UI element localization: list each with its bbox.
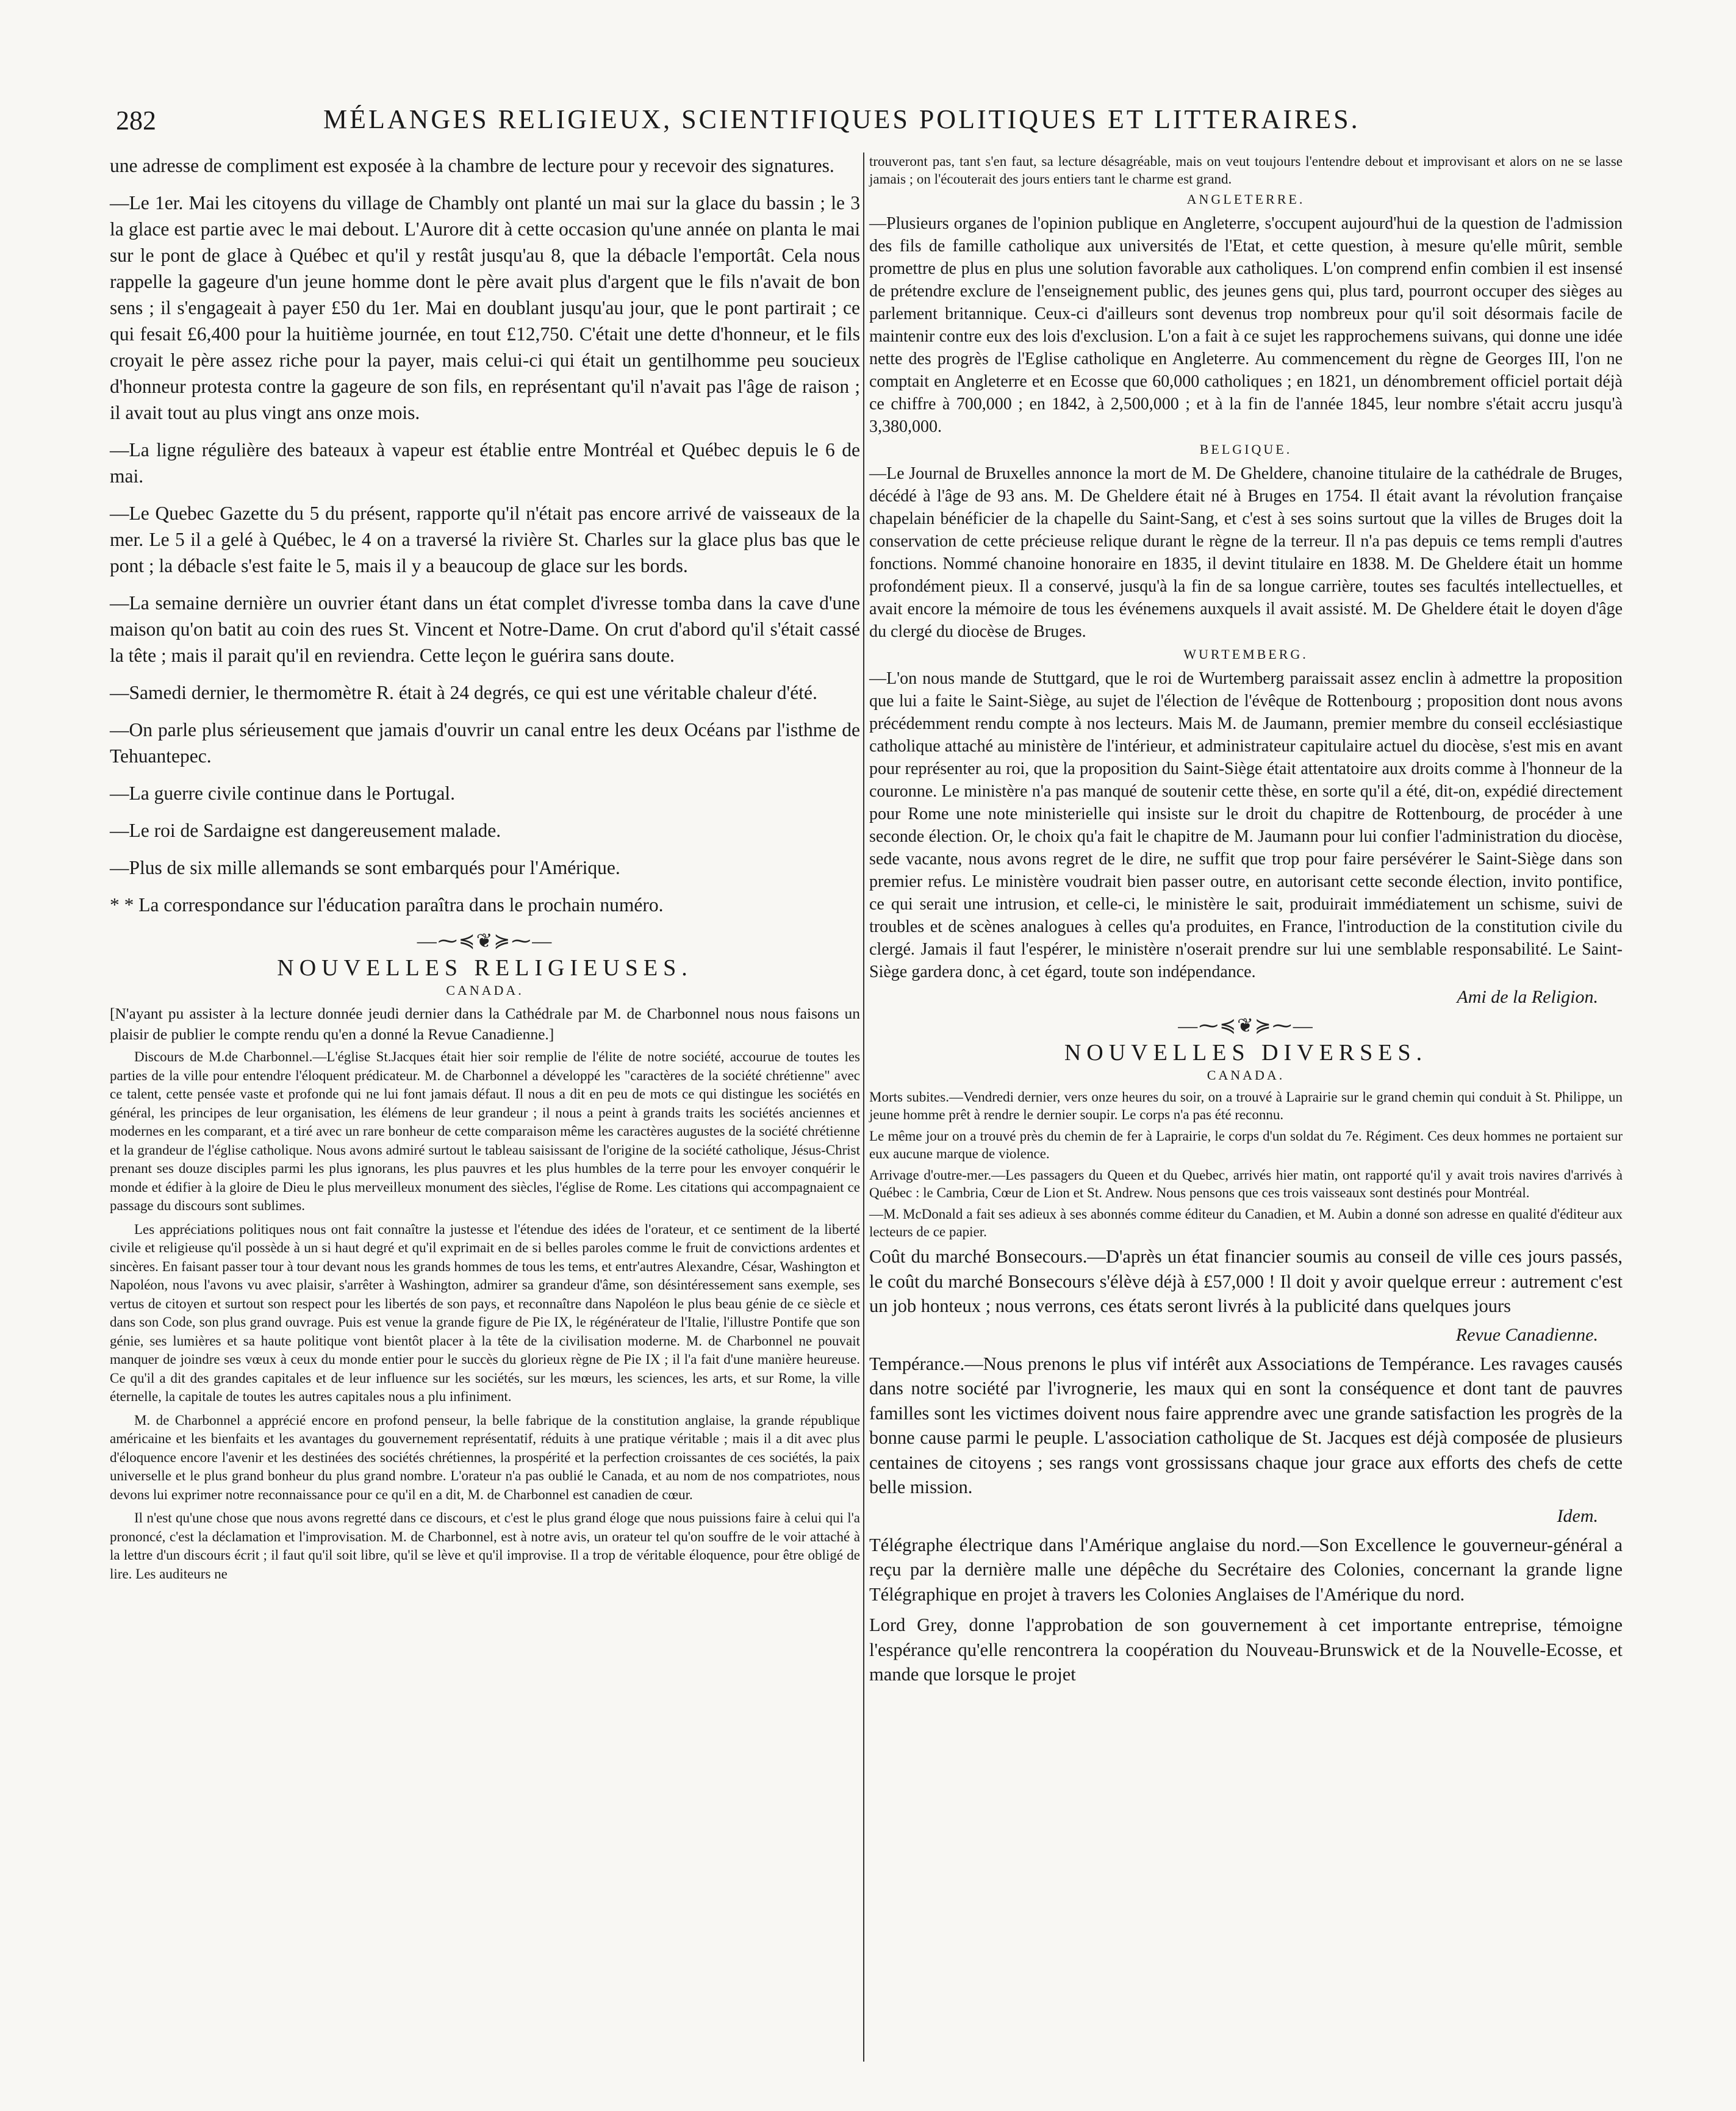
left-column	[110, 152, 860, 1588]
paragraph: —On parle plus sérieusement que jamais d'ouvrir un canal entre les deux Océans par l'isthme de Tehuantepec.	[110, 719, 860, 767]
paragraph: Morts subites.—Vendredi dernier, vers onze heures du soir, on a trouvé à Laprairie sur le grand chemin qui conduit à St. Philippe, un jeune homme prêt à rendre le dernier soupir. Le corps n'a pas été reconnu.	[869, 1089, 1623, 1122]
section-subtitle: CANADA.	[1207, 1067, 1285, 1083]
section-subtitle: BELGIQUE.	[1199, 442, 1293, 457]
section-subtitle: WURTEMBERG.	[1183, 647, 1308, 662]
paragraph: Coût du marché Bonsecours.—D'après un état financier soumis au conseil de ville ces jours passés, le coût du marché Bonsecours s'élève déjà à £57,000 ! Il doit y avoir quelque erreur : autrement c'est un job honteux ; nous verrons, ces états seront livrés à la publicité dans quelques jours	[869, 1246, 1623, 1316]
paragraph: Arrivage d'outre-mer.—Les passagers du Queen et du Quebec, arrivés hier matin, ont rapporté qu'il y avait trois navires d'arrivés à Québec : le Cambria, Cœur de Lion et St. Andrew. Nous pensons que ces trois vaisseaux sont destinés pour Montréal.	[869, 1167, 1623, 1200]
paragraph: —Samedi dernier, le thermomètre R. était à 24 degrés, ce qui est une véritable chaleur d'été.	[110, 682, 817, 703]
paragraph: —Le Journal de Bruxelles annonce la mort de M. De Gheldere, chanoine titulaire de la cathédrale de Bruges, décédé à l'âge de 93 ans. M. De Gheldere était né à Bruges en 1754. Il était avant la révolution française chapelain bénéficier de la chapelle du Saint-Sang, et c'est à ses soins surtout que la villes de Bruges doit la conservation de cette précieuse relique durant le règne de la terreur. Il n'a pas depuis ce tems rempli d'autres fonctions. Nommé chanoine honoraire en 1835, il devint titulaire en 1838. M. De Gheldere était un homme profondément pieux. Il a conservé, jusqu'à la fin de sa longue carrière, toutes ses facultés intellectuelles, et avait encore la mémoire de tous les événemens auxquels il avait assisté. M. De Gheldere était le doyen d'âge du clergé du diocèse de Bruges.	[869, 464, 1623, 641]
paragraph: —La ligne régulière des bateaux à vapeur est établie entre Montréal et Québec depuis le 6 de mai.	[110, 439, 860, 487]
signature: Ami de la Religion.	[1457, 987, 1598, 1007]
paragraph: Tempérance.—Nous prenons le plus vif intérêt aux Associations de Tempérance. Les ravages causés dans notre société par l'ivrognerie, les maux qui en sont la conséquence et dont tant de pauvres familles sont les victimes doivent nous faire apprendre avec une grande satisfaction les progrès de la bonne cause parmi le peuple. L'association catholique de St. Jacques est déjà composée de plusieurs centaines de citoyens ; ses rangs vont grossissans chaque jour grace aux efforts des chefs de cette belle mission.	[869, 1353, 1623, 1497]
paragraph: —Plus de six mille allemands se sont embarqués pour l'Amérique.	[110, 857, 620, 878]
section-title: NOUVELLES DIVERSES.	[1064, 1040, 1428, 1066]
paragraph: [N'ayant pu assister à la lecture donnée jeudi dernier dans la Cathédrale par M. de Charbonnel nous nous faisons un plaisir de publier le compte rendu qu'en a donné la Revue Canadienne.]	[110, 1005, 860, 1043]
paragraph: M. de Charbonnel a apprécié encore en profond penseur, la belle fabrique de la constitution anglaise, la grande république américaine et les bienfaits et les avantages du gouvernement représentatif, réduits à une pratique véritable ; mais il a dit avec plus d'éloquence encore l'avenir et les destinées des sociétés chrétiennes, la prospérité et la perfection croissantes de ces sociétés, la paix universelle et le plus grand bonheur du plus grand nombre. L'orateur n'a pas oublié le Canada, et au nom de nos compatriotes, nous devons lui exprimer notre reconnaissance pour ce qu'il en a dit, M. de Charbonnel est canadien de cœur.	[110, 1412, 860, 1502]
paragraph: Il n'est qu'une chose que nous avons regretté dans ce discours, et c'est le plus grand éloge que nous puissions faire à celui qui l'a prononcé, c'est la déclamation et l'improvisation. M. de Charbonnel, est à notre avis, un orateur tel qu'on souffre de le voir attaché à la lettre d'un discours écrit ; il faut qu'il soit libre, qu'il se lève et qu'il improvise. Il a trop de véritable éloquence, pour être obligé de lire. Les auditeurs ne	[110, 1510, 860, 1582]
signature: Revue Canadienne.	[1455, 1324, 1598, 1345]
ornament-divider: —⁓≼❦≽⁓—	[1178, 1014, 1314, 1036]
paragraph: Le même jour on a trouvé près du chemin de fer à Laprairie, le corps d'un soldat du 7e. Régiment. Ces deux hommes ne portaient sur eux aucune marque de violence.	[869, 1128, 1623, 1161]
paragraph: une adresse de compliment est exposée à la chambre de lecture pour y recevoir des signatures.	[110, 155, 834, 176]
paragraph: —Plusieurs organes de l'opinion publique en Angleterre, s'occupent aujourd'hui de la question de l'admission des fils de famille catholique aux universités de l'Etat, et cette question, à mesure qu'elle mûrit, semble promettre de plus en plus une solution favorable aux catholiques. L'on comprend enfin combien il est insensé de prétendre exclure de l'enseignement public, des jeunes gens qui, plus tard, pourront occuper des sièges au parlement britannique. Ceux-ci d'ailleurs sont devenus trop nombreux pour qu'il soit désormais facile de maintenir contre eux des lois d'exclusion. L'on a fait à ce sujet les rapprochemens suivans, qui donne une idée nette des progrès de l'Eglise catholique en Angleterre. Au commencement du règne de Georges III, l'on ne comptait en Angleterre et en Ecosse que 60,000 catholiques ; en 1821, un dénombrement officiel portait déjà ce chiffre à 700,000 ; en 1842, à 2,500,000 ; et à la fin de l'année 1845, leur nombre s'était accru jusqu'à 3,380,000.	[869, 214, 1623, 436]
signature: Idem.	[1557, 1505, 1598, 1526]
section-title: NOUVELLES RELIGIEUSES.	[277, 955, 693, 981]
paragraph: —Le 1er. Mai les citoyens du village de Chambly ont planté un mai sur la glace du bassin ; le 3 la glace est partie avec le mai debout. L'Aurore dit à cette occasion qu'une année on planta le mai sur le pont de glace à Québec et qu'il y restât jusqu'au 8, que la débacle l'emportât. Cela nous rappelle la gageure d'un jeune homme dont le père avait plus d'argent que le fils n'avait de bon sens ; il s'engageait à payer £50 du 1er. Mai en doublant jusqu'au jour, que le pont partirait ; ce qui fesait £6,400 pour la huitième journée, en tout £12,750. C'était une dette d'honneur, et le fils croyait le père assez riche pour la payer, mais celui-ci qui était un gentilhomme peu soucieux d'honneur protesta contre la gageure de son fils, en représentant qu'il n'avait pas l'âge de raison ; il avait tout au plus vingt ans onze mois.	[110, 192, 860, 423]
paragraph: —Le roi de Sardaigne est dangereusement malade.	[110, 820, 501, 841]
paragraph: Lord Grey, donne l'approbation de son gouvernement à cet importante entreprise, témoigne l'espérance qu'elle rencontrera la coopération du Nouveau-Brunswick et de la Nouvelle-Ecosse, et mande que lorsque le projet	[869, 1615, 1623, 1685]
section-subtitle: ANGLETERRE.	[1186, 192, 1305, 207]
paragraph: —M. McDonald a fait ses adieux à ses abonnés comme éditeur du Canadien, et M. Aubin a donné son adresse en qualité d'éditeur aux lecteurs de ce papier.	[869, 1206, 1623, 1239]
page-header	[104, 98, 1629, 140]
paragraph: Les appréciations politiques nous ont fait connaître la justesse et l'étendue des idées de l'orateur, et ce sentiment de la liberté civile et religieuse qu'il possède à un si haut degré et qu'il exprimait en de si belles paroles comme le fruit de convictions ardentes et sincères. En faisant passer tour à tour devant nous les grands hommes de tous les tems, et entr'autres Alexandre, César, Washington et Napoléon, nous l'avons vu avec plaisir, s'arrêter à Washington, admirer sa grandeur d'âme, son désintéressement sans exemple, ses vertus de citoyen et surtout son respect pour les libertés de son pays, et reconnaître dans Napoléon le plus beau génie de ce siècle et dans son Code, son plus grand ouvrage. Puis est venue la grande figure de Pie IX, le régénérateur de l'Italie, l'illustre Pontife que son génie, ses lumières et sa haute politique vont bientôt placer à la tête de la civilisation moderne. M. de Charbonnel ne pouvait manquer de joindre ses vœux à ceux du monde entier pour le succès du glorieux règne de Pie IX ; il l'a fait d'une manière heureuse. Ce qu'il a dit des grandes capitales et de leur influence sur les sociétés, sur les mœurs, les sciences, les arts, et sur Rome, la ville éternelle, la capitale de toutes les autres capitales nous a plu infiniment.	[110, 1221, 860, 1404]
section-subtitle: CANADA.	[446, 983, 524, 998]
paragraph: Discours de M.de Charbonnel.—L'église St.Jacques était hier soir remplie de l'élite de notre société, accourue de toutes les parties de la ville pour entendre l'éloquent prédicateur. M. de Charbonnel a développé les "caractères de la société chrétienne" avec ce talent, cette pensée vaste et profonde qui ne lui font jamais défaut. Il nous a dit en peu de mots ce qui distingue les sociétés en général, les principes de leur organisation, les élémens de leur grandeur ; il nous a peint à grands traits les sociétés anciennes et modernes en les comparant, et a tiré avec un rare bonheur de cette comparaison même les caractères augustes de la société chrétienne et la grandeur de l'église catholique. Nous avons admiré surtout le tableau saisissant de l'origine de la société catholique, Jésus-Christ prenant ses douze disciples parmi les plus ignorans, les plus pauvres et les plus humbles de la terre pour les envoyer conquérir le monde et édifier à la gloire de Dieu le plus merveilleux monument des siècles, l'église de Rome. Les citations qui accompagnaient ce passage du discours sont sublimes.	[110, 1049, 860, 1213]
paragraph: —La guerre civile continue dans le Portugal.	[110, 783, 455, 804]
paragraph: trouveront pas, tant s'en faut, sa lecture désagréable, mais on veut toujours l'entendre debout et improvisant et alors on ne se lasse jamais ; on l'écouterait des jours entiers tant le charme est grand.	[869, 154, 1623, 187]
running-title: MÉLANGES RELIGIEUX, SCIENTIFIQUES POLITIQUES ET LITTERAIRES.	[323, 104, 1360, 134]
ornament-divider: —⁓≼❦≽⁓—	[417, 930, 553, 952]
paragraph: —La semaine dernière un ouvrier étant dans un état complet d'ivresse tomba dans la cave d'une maison qu'on batit au coin des rues St. Vincent et Notre-Dame. On crut d'abord qu'il s'était cassé la tête ; mais il parait qu'il en reviendra. Cette leçon le guérira sans doute.	[110, 592, 860, 666]
paragraph: —L'on nous mande de Stuttgard, que le roi de Wurtemberg paraissait assez enclin à admettre la proposition que lui a faite le Saint-Siège, au sujet de l'élection de l'évêque de Rottenbourg ; proposition dont nous avons précédemment rendu compte à nos lecteurs. Mais M. de Jaumann, premier membre du conseil ecclésiastique catholique attaché au ministère de l'intérieur, et administrateur capitulaire actuel du diocèse, s'est mis en avant pour représenter au roi, que la proposition du Saint-Siège était attentatoire aux droits comme à l'honneur de la couronne. Le ministère n'a pas manqué de soutenir cette thèse, en sorte qu'il a été, dit-on, expédié directement pour Rome une note ministerielle qui insiste sur le droit du chapitre de Rottenbourg, de procéder à une seconde élection. Or, le choix qu'a fait le chapitre de M. Jaumann pour lui confier l'administration du diocèse, sede vacante, nous avons regret de le dire, ne suffit que trop pour faire persévérer le Saint-Siège dans son premier refus. Le ministère voudrait bien passer outre, en autorisant cette seconde élection, invito pontifice, ce qui serait une intrusion, et celle-ci, le ministère le sait, produirait immédiatement un schisme, suivi de troubles et de scènes analogues à celles qu'a produites, en France, l'introduction de la constitution civile du clergé. Jamais il faut l'espérer, le ministère n'oserait prendre sur lui une semblable responsabilité. Le Saint-Siège gardera donc, à cet égard, toute son indépendance.	[869, 669, 1623, 981]
paragraph: * * La correspondance sur l'éducation paraîtra dans le prochain numéro.	[110, 894, 664, 916]
paragraph: —Le Quebec Gazette du 5 du présent, rapporte qu'il n'était pas encore arrivé de vaisseaux de la mer. Le 5 il a gelé à Québec, le 4 on a traversé la rivière St. Charles sur la glace plus bas que le pont ; la débacle s'est faite le 5, mais il y a beaucoup de glace sur les bords.	[110, 503, 860, 576]
column-divider	[863, 152, 864, 2062]
right-column	[869, 152, 1623, 1693]
paragraph: Télégraphe électrique dans l'Amérique anglaise du nord.—Son Excellence le gouverneur-général a reçu par la dernière malle une dépêche du Secrétaire des Colonies, concernant la grande ligne Télégraphique en projet à travers les Colonies Anglaises de l'Amérique du nord.	[869, 1534, 1623, 1605]
page-number: 282	[116, 106, 156, 135]
